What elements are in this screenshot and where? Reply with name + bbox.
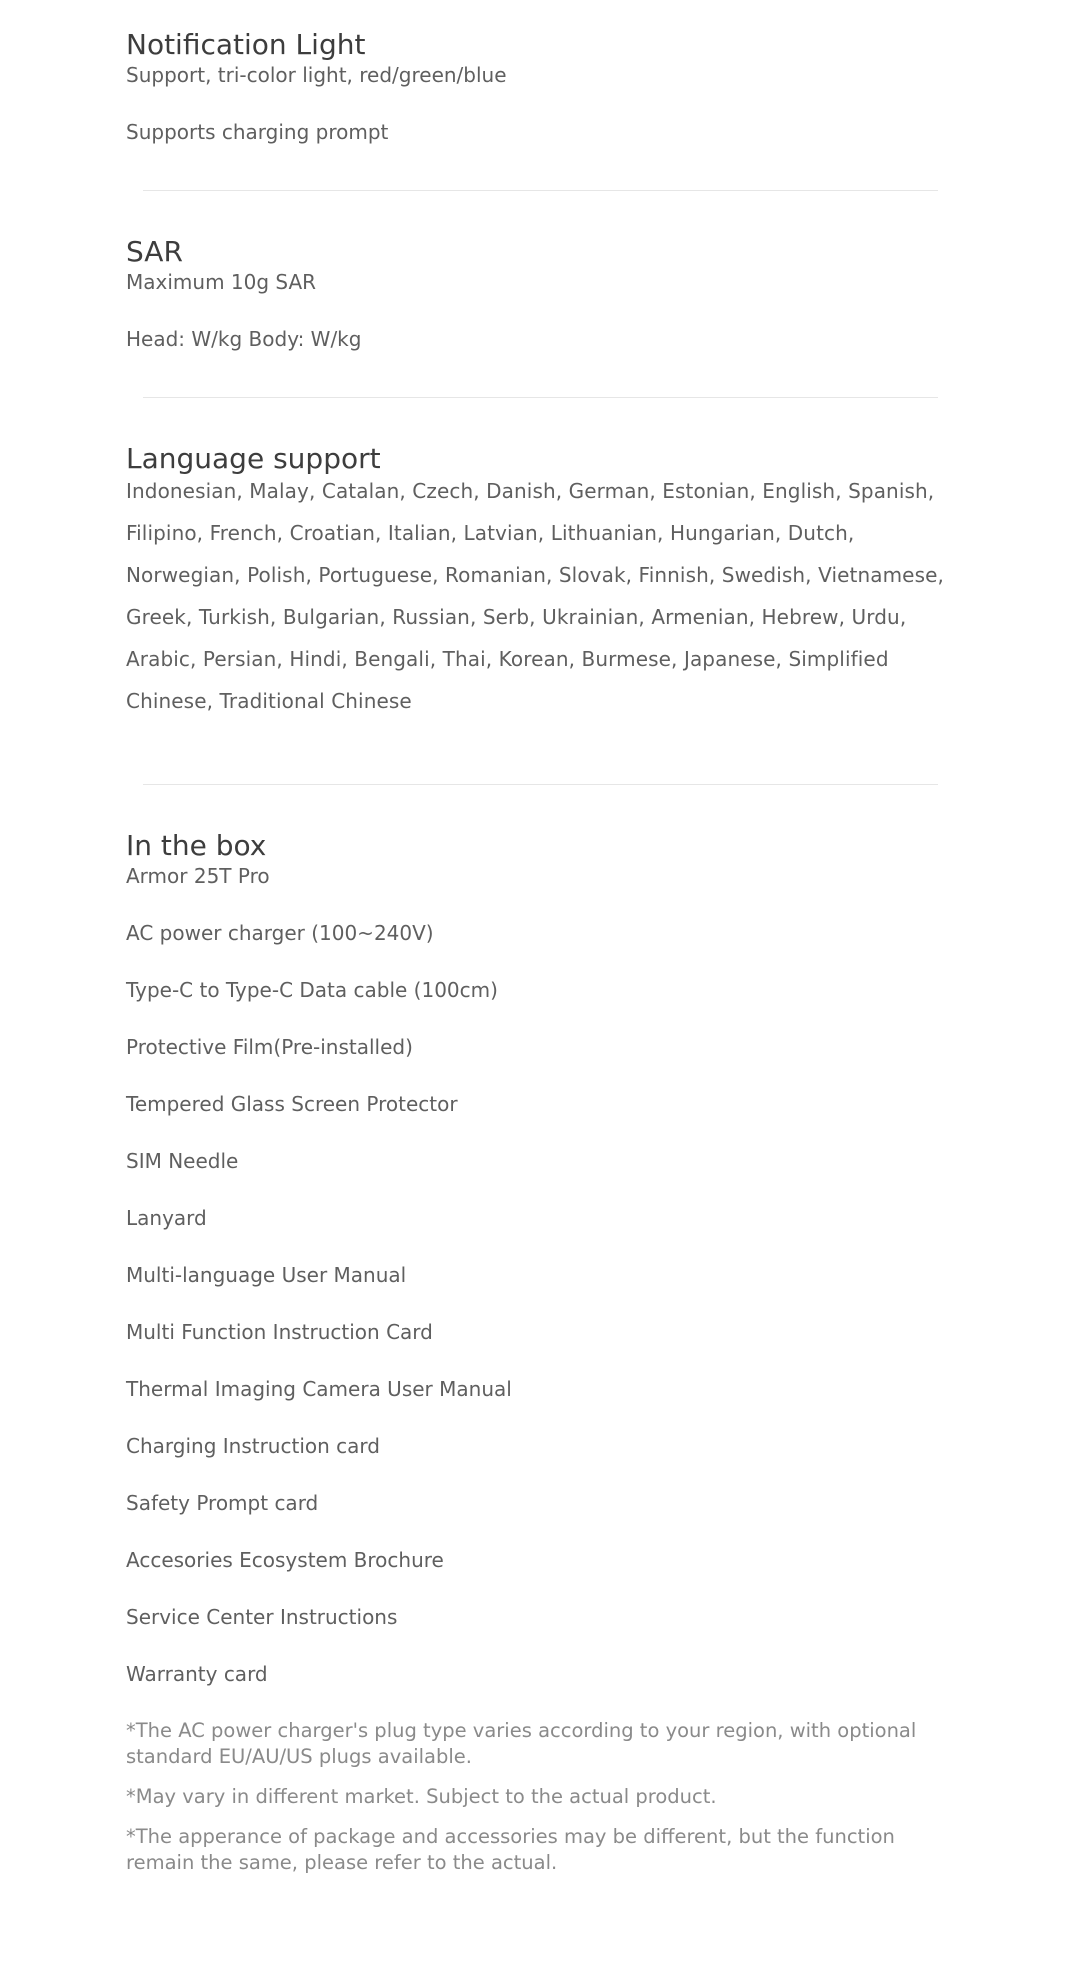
box-item: Charging Instruction card (126, 1434, 380, 1458)
box-item: Lanyard (126, 1206, 207, 1230)
divider (143, 397, 938, 398)
spec-line: Support, tri-color light, red/green/blue (126, 63, 507, 87)
section-title: Notification Light (126, 28, 366, 61)
notification-light-section (126, 24, 966, 145)
in-the-box-section (126, 825, 966, 1687)
spec-line: Supports charging prompt (126, 120, 389, 144)
footnotes (126, 1718, 966, 1876)
box-item: Warranty card (126, 1662, 268, 1686)
section-title: Language support (126, 442, 381, 475)
section-title: SAR (126, 235, 183, 268)
divider (143, 784, 938, 785)
box-item: Tempered Glass Screen Protector (126, 1092, 458, 1116)
section-title: In the box (126, 829, 267, 862)
box-item: Type-C to Type-C Data cable (100cm) (126, 978, 498, 1002)
language-support-section (126, 438, 966, 722)
box-item: Thermal Imaging Camera User Manual (126, 1377, 512, 1401)
divider (143, 190, 938, 191)
box-item: Service Center Instructions (126, 1605, 398, 1629)
box-item: SIM Needle (126, 1149, 239, 1173)
language-list: Indonesian, Malay, Catalan, Czech, Danish, German, Estonian, English, Spanish, Filipino, French, Croatian, Italian, Latvian, Lithuanian, Hungarian, Dutch, Norwegian, Polish, Portuguese, Romanian, Slovak, Finnish, Swedish, Vietnamese, Greek, Turkish, Bulgarian, Russian, Serb, Ukrainian, Armenian, Hebrew, Urdu, Arabic, Persian, Hindi, Bengali, Thai, Korean, Burmese, Japanese, Simplified Chinese, Traditional Chinese (126, 479, 944, 713)
box-item: Safety Prompt card (126, 1491, 319, 1515)
sar-section (126, 231, 966, 352)
spec-line: Head: W/kg Body: W/kg (126, 327, 362, 351)
in-the-box-list (126, 863, 966, 1687)
box-item: AC power charger (100~240V) (126, 921, 434, 945)
spec-line: Maximum 10g SAR (126, 270, 317, 294)
footnote: *May vary in different market. Subject to the actual product. (126, 1785, 717, 1808)
box-item: Multi Function Instruction Card (126, 1320, 433, 1344)
box-item: Armor 25T Pro (126, 864, 270, 888)
footnote: *The apperance of package and accessories may be different, but the function remain the same, please refer to the actual. (126, 1825, 895, 1874)
box-item: Multi-language User Manual (126, 1263, 407, 1287)
box-item: Accesories Ecosystem Brochure (126, 1548, 444, 1572)
box-item: Protective Film(Pre-installed) (126, 1035, 413, 1059)
footnote: *The AC power charger's plug type varies according to your region, with optional standard EU/AU/US plugs available. (126, 1719, 917, 1768)
